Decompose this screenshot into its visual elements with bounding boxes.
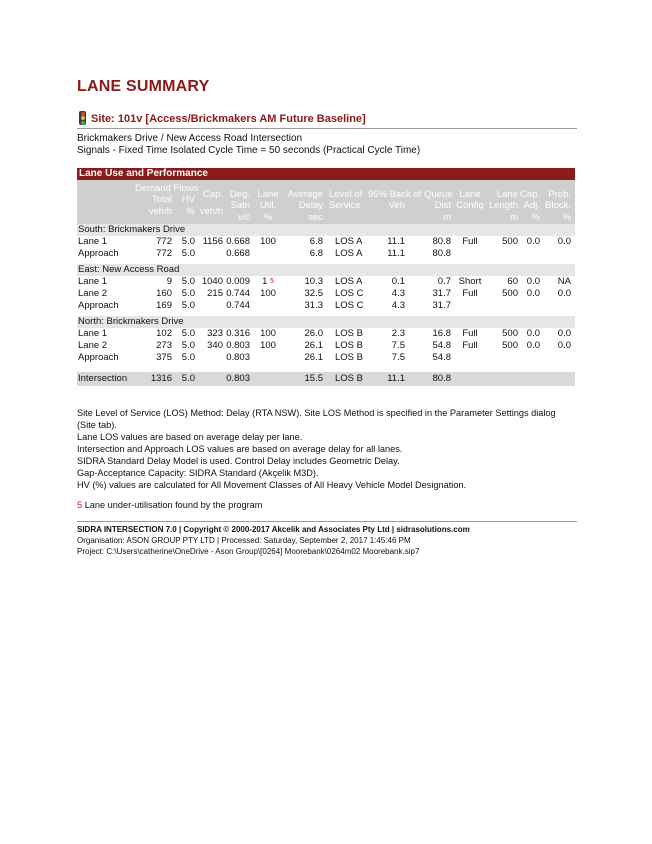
lane-performance-table [77, 168, 575, 386]
col-level-of: Level of [329, 189, 363, 200]
cell-hv-value: 5.0 [181, 300, 195, 311]
cell-dist [417, 288, 451, 300]
cell-veh-value: 7.5 [391, 340, 405, 351]
cell-total [137, 340, 172, 352]
cell-hv-value: 5.0 [181, 236, 195, 247]
site-header [77, 111, 577, 129]
col-back-of-queue: 95% Back of Queue [368, 189, 453, 200]
lane-row [77, 340, 575, 352]
row-spacer [77, 364, 575, 368]
cell-dist [417, 276, 451, 288]
col-lane: Lane [257, 189, 279, 200]
footer-organisation: Organisation: ASON GROUP PTY LTD | Processed: Saturday, September 2, 2017 1:45:46 PM [77, 536, 411, 545]
cell-length-value: 500 [502, 288, 518, 299]
cell-veh [367, 340, 405, 352]
cell-util-value: 1 [262, 276, 268, 287]
cell-block-value: 0.0 [557, 328, 571, 339]
col-cap: Cap. [202, 189, 223, 200]
cell-label [78, 352, 119, 364]
cell-dist [417, 248, 451, 260]
col-lane-config-1: Lane [459, 189, 481, 200]
cell-config-value: Short [458, 276, 482, 287]
cell-cap-value: 1156 [202, 236, 223, 247]
approach-group-name: East: New Access Road [78, 264, 180, 275]
cell-block-value: 0.0 [557, 340, 571, 351]
col-hv-unit: % [186, 206, 195, 217]
cell-adj-value: 0.0 [526, 288, 540, 299]
cell-label-value: Lane 2 [78, 288, 108, 299]
cell-veh-value: 11.1 [387, 236, 405, 247]
cell-veh-value: 0.1 [391, 276, 405, 287]
cell-veh [367, 328, 405, 340]
cell-adj [518, 328, 540, 340]
cell-hv [177, 300, 195, 312]
cell-delay-value: 31.3 [304, 300, 323, 311]
approach-row [77, 300, 575, 312]
cell-cap-value: 1040 [201, 276, 223, 287]
intersection-name: Brickmakers Drive / New Access Road Intersection [77, 133, 303, 144]
col-block-unit: % [562, 212, 571, 223]
cell-veh [367, 352, 405, 364]
cell-deg [225, 300, 250, 312]
col-cap-unit: veh/h [199, 206, 223, 217]
cell-veh [367, 300, 405, 312]
cell-delay [283, 328, 323, 340]
cell-veh-value: 11.1 [387, 373, 405, 384]
cell-hv [177, 328, 195, 340]
cell-delay-value: 6.8 [309, 236, 323, 247]
cell-length-value: 500 [502, 236, 518, 247]
col-veh: Veh [388, 200, 405, 211]
cell-deg-value: 0.668 [226, 248, 250, 259]
cell-util [253, 328, 283, 340]
cell-dist [417, 236, 451, 248]
cell-dist-value: 54.8 [432, 340, 451, 351]
cell-block-value: 0.0 [557, 288, 571, 299]
site-title: Site: 101v [Access/Brickmakers AM Future Baseline] [91, 113, 366, 125]
cell-total [137, 300, 172, 312]
cell-delay-value: 26.1 [304, 340, 323, 351]
cell-length [485, 340, 518, 352]
cell-config-value: Full [462, 340, 478, 351]
cell-los [335, 276, 362, 288]
cell-total-value: 772 [156, 248, 172, 259]
cell-hv [177, 352, 195, 364]
cell-label [78, 248, 119, 260]
cell-block-value: 0.0 [557, 236, 571, 247]
cell-los [335, 372, 363, 386]
cell-adj-value: 0.0 [526, 340, 540, 351]
footnote-text: Lane under-utilisation found by the program [84, 500, 263, 510]
cell-cap [195, 236, 223, 248]
cell-label-value: Intersection [78, 373, 128, 384]
table-body [77, 224, 575, 386]
cell-los [335, 236, 362, 248]
cell-block-value: NA [557, 276, 571, 287]
col-total: Total [151, 194, 172, 205]
cell-cap-value: 340 [207, 340, 223, 351]
cell-length [485, 276, 518, 288]
cell-hv [177, 288, 195, 300]
cell-label-value: Approach [78, 248, 119, 259]
signal-info: Signals - Fixed Time Isolated Cycle Time = 50 seconds (Practical Cycle Time) [77, 145, 421, 156]
page-title: LANE SUMMARY [77, 78, 210, 95]
cell-length [485, 328, 518, 340]
cell-deg-value: 0.668 [226, 236, 250, 247]
cell-delay [283, 372, 323, 386]
cell-dist-value: 80.8 [432, 236, 451, 247]
cell-label-value: Approach [78, 352, 119, 363]
cell-los-value: LOS A [335, 236, 363, 247]
approach-group-header [77, 264, 575, 276]
cell-util [253, 340, 283, 352]
cell-util-value: 100 [260, 236, 276, 247]
footer-project: Project: C:\Users\catherine\OneDrive - Ason Group\[0264] Moorebank\0264m02 Moorebank.sip7 [77, 547, 420, 556]
cell-label [78, 340, 107, 352]
lane-row [77, 288, 575, 300]
cell-deg-value: 0.803 [226, 352, 250, 363]
cell-veh-value: 2.3 [391, 328, 405, 339]
col-hv: HV [181, 194, 195, 205]
cell-los [335, 288, 364, 300]
cell-block [541, 288, 571, 300]
cell-deg [225, 328, 250, 340]
table-heading: Lane Use and Performance [77, 168, 575, 180]
cell-delay-value: 26.1 [304, 352, 323, 363]
footer-copyright: SIDRA INTERSECTION 7.0 | Copyright © 2000-2017 Akcelik and Associates Pty Ltd | sidrasolutions.com [77, 525, 470, 534]
lane-row [77, 236, 575, 248]
cell-hv-value: 5.0 [181, 288, 195, 299]
lane-row [77, 276, 575, 288]
approach-row [77, 352, 575, 364]
cell-hv [177, 372, 195, 386]
cell-total [137, 328, 172, 340]
col-satn: Satn [230, 200, 250, 211]
cell-total [137, 236, 172, 248]
cell-total-value: 772 [156, 236, 172, 247]
col-service: Service [329, 200, 361, 211]
cell-dist-value: 80.8 [432, 248, 451, 259]
approach-group-name: North: Brickmakers Drive [78, 316, 184, 327]
cell-dist-value: 31.7 [432, 288, 451, 299]
cell-hv [177, 236, 195, 248]
approach-group-header [77, 316, 575, 328]
cell-total-value: 1316 [150, 373, 172, 384]
cell-util-value: 100 [260, 288, 276, 299]
approach-group-name: South: Brickmakers Drive [78, 224, 186, 235]
cell-block [541, 276, 571, 288]
cell-delay-value: 6.8 [309, 248, 323, 259]
lane-row [77, 328, 575, 340]
cell-delay [283, 288, 323, 300]
cell-adj-value: 0.0 [526, 328, 540, 339]
cell-veh-value: 4.3 [391, 288, 405, 299]
cell-deg [225, 288, 250, 300]
cell-dist [417, 328, 451, 340]
col-config: Config [456, 200, 484, 211]
cell-total [137, 288, 172, 300]
cell-deg [225, 236, 250, 248]
cell-config [453, 288, 487, 300]
col-deg: Deg. [229, 189, 250, 200]
cell-hv-value: 5.0 [181, 276, 195, 287]
cell-util [253, 276, 283, 288]
cell-deg [225, 352, 250, 364]
col-satn-unit: v/c [237, 212, 250, 223]
cell-delay [283, 236, 323, 248]
note-item: Site Level of Service (LOS) Method: Delay (RTA NSW). Site LOS Method is specified in the Parameter Settings dialog (Site tab). [77, 408, 556, 430]
cell-deg [225, 372, 250, 386]
cell-util [253, 236, 283, 248]
cell-config-value: Full [462, 236, 478, 247]
cell-cap-value: 215 [207, 288, 223, 299]
cell-los [335, 300, 364, 312]
cell-adj [518, 276, 540, 288]
cell-dist [417, 340, 451, 352]
cell-hv [177, 276, 195, 288]
cell-cap [195, 288, 223, 300]
cell-deg-value: 0.803 [226, 340, 250, 351]
cell-length-value: 500 [502, 340, 518, 351]
cell-adj [518, 288, 540, 300]
cell-label [78, 288, 107, 300]
col-util: Util. [259, 200, 277, 211]
cell-dist [417, 352, 451, 364]
cell-cap [195, 340, 223, 352]
cell-total [137, 248, 172, 260]
cell-label-value: Lane 1 [78, 236, 108, 247]
cell-delay [283, 352, 323, 364]
cell-los-value: LOS B [335, 373, 363, 384]
cell-deg-value: 0.803 [226, 373, 250, 384]
cell-los-value: LOS A [335, 248, 363, 259]
cell-los-value: LOS C [335, 288, 364, 299]
cell-hv-value: 5.0 [181, 248, 195, 259]
cell-label-value: Lane 1 [78, 328, 108, 339]
cell-total-value: 169 [156, 300, 172, 311]
cell-los [335, 340, 363, 352]
note-item: Gap-Acceptance Capacity: SIDRA Standard (Akçelik M3D). [77, 468, 319, 478]
note-item: HV (%) values are calculated for All Movement Classes of All Heavy Vehicle Model Designation. [77, 480, 467, 490]
cell-deg-value: 0.744 [226, 300, 250, 311]
cell-adj-value: 0.0 [526, 236, 540, 247]
cell-util-value: 100 [260, 340, 276, 351]
cell-los [335, 328, 363, 340]
cell-veh-value: 4.3 [391, 300, 405, 311]
col-util-unit: % [263, 212, 273, 223]
approach-group-header [77, 224, 575, 236]
cell-config-value: Full [462, 328, 478, 339]
cell-delay-value: 32.5 [304, 288, 323, 299]
cell-deg-value: 0.744 [226, 288, 250, 299]
col-delay-unit: sec [308, 212, 323, 223]
cell-los-value: LOS B [335, 352, 363, 363]
note-item: Lane LOS values are based on average delay per lane. [77, 432, 303, 442]
col-dist: Dist [434, 200, 451, 211]
cell-label [78, 276, 107, 288]
cell-delay-value: 26.0 [304, 328, 323, 339]
cell-length [485, 236, 518, 248]
cell-veh [367, 288, 405, 300]
under-utilisation-note-marker: 5 [270, 278, 274, 285]
footnote-number: 5 [77, 500, 83, 510]
col-block: Block. [545, 200, 571, 211]
cell-delay [283, 300, 323, 312]
cell-los-value: LOS A [335, 276, 363, 287]
cell-deg-value: 0.009 [226, 276, 250, 287]
cell-total-value: 102 [156, 328, 172, 339]
cell-veh [367, 248, 405, 260]
cell-delay [283, 248, 323, 260]
cell-veh [367, 276, 405, 288]
cell-hv-value: 5.0 [181, 352, 195, 363]
cell-cap-value: 323 [207, 328, 223, 339]
cell-length-value: 500 [502, 328, 518, 339]
cell-label [78, 236, 107, 248]
cell-deg [225, 340, 250, 352]
cell-deg [225, 248, 250, 260]
cell-hv [177, 248, 195, 260]
cell-cap [195, 276, 223, 288]
cell-util [253, 288, 283, 300]
cell-deg-value: 0.316 [226, 328, 250, 339]
cell-label-value: Lane 1 [78, 276, 108, 287]
cell-dist [417, 300, 451, 312]
cell-dist [417, 372, 451, 386]
col-average: Average [287, 189, 323, 200]
cell-veh [367, 372, 405, 386]
notes [77, 407, 577, 491]
col-adj: Adj. [523, 200, 540, 211]
cell-delay [283, 340, 323, 352]
col-adj-unit: % [531, 212, 540, 223]
cell-adj-value: 0.0 [526, 276, 540, 287]
cell-delay-value: 15.5 [304, 373, 323, 384]
cell-los-value: LOS B [335, 340, 363, 351]
cell-total [137, 276, 172, 288]
cell-los [335, 248, 362, 260]
col-length: Length [488, 200, 518, 211]
cell-hv-value: 5.0 [181, 373, 195, 384]
cell-block [541, 236, 571, 248]
cell-los [335, 352, 363, 364]
note-item: SIDRA Standard Delay Model is used. Control Delay includes Geometric Delay. [77, 456, 400, 466]
footnote [77, 500, 262, 510]
cell-label [78, 300, 119, 312]
cell-dist-value: 54.8 [432, 352, 451, 363]
cell-block [541, 340, 571, 352]
cell-dist-value: 80.8 [432, 373, 451, 384]
cell-total-value: 160 [156, 288, 172, 299]
cell-config [453, 340, 487, 352]
col-length-unit: m [510, 212, 518, 223]
cell-total-value: 375 [156, 352, 172, 363]
col-delay: Delay [298, 200, 323, 211]
cell-cap [195, 328, 223, 340]
col-cap-adj-1: Cap. [519, 189, 540, 200]
note-item: Intersection and Approach LOS values are based on average delay for all lanes. [77, 444, 403, 454]
cell-config [453, 328, 487, 340]
traffic-signal-icon [79, 111, 86, 125]
cell-config [453, 276, 487, 288]
cell-los-value: LOS B [335, 328, 363, 339]
cell-total-value: 9 [166, 276, 172, 287]
cell-total [137, 372, 172, 386]
cell-adj [518, 340, 540, 352]
cell-los-value: LOS C [335, 300, 364, 311]
cell-hv [177, 340, 195, 352]
cell-dist-value: 16.8 [432, 328, 451, 339]
cell-dist-value: 31.7 [432, 300, 451, 311]
cell-veh [367, 236, 405, 248]
cell-delay [283, 276, 323, 288]
cell-config [453, 236, 487, 248]
cell-hv-value: 5.0 [181, 340, 195, 351]
cell-config-value: Full [462, 288, 478, 299]
col-lane-length-1: Lane [496, 189, 518, 200]
col-prob: Prob. [548, 189, 571, 200]
cell-block [541, 328, 571, 340]
cell-label-value: Lane 2 [78, 340, 108, 351]
footer [77, 521, 577, 557]
cell-dist-value: 0.7 [437, 276, 451, 287]
cell-veh-value: 7.5 [391, 352, 405, 363]
col-dist-unit: m [443, 212, 451, 223]
cell-label [78, 372, 127, 386]
column-headers [77, 180, 575, 224]
cell-total-value: 273 [156, 340, 172, 351]
cell-label-value: Approach [78, 300, 119, 311]
cell-label [78, 328, 107, 340]
cell-adj [518, 236, 540, 248]
cell-delay-value: 10.3 [304, 276, 323, 287]
cell-length-value: 60 [507, 276, 518, 287]
cell-total [137, 352, 172, 364]
intersection-total-row [77, 372, 575, 386]
approach-row [77, 248, 575, 260]
cell-veh-value: 11.1 [387, 248, 405, 259]
cell-length [485, 288, 518, 300]
col-demand-flows: Demand Flows [135, 183, 199, 194]
cell-util-value: 100 [260, 328, 276, 339]
col-total-unit: veh/h [148, 206, 172, 217]
cell-deg [225, 276, 250, 288]
cell-hv-value: 5.0 [181, 328, 195, 339]
